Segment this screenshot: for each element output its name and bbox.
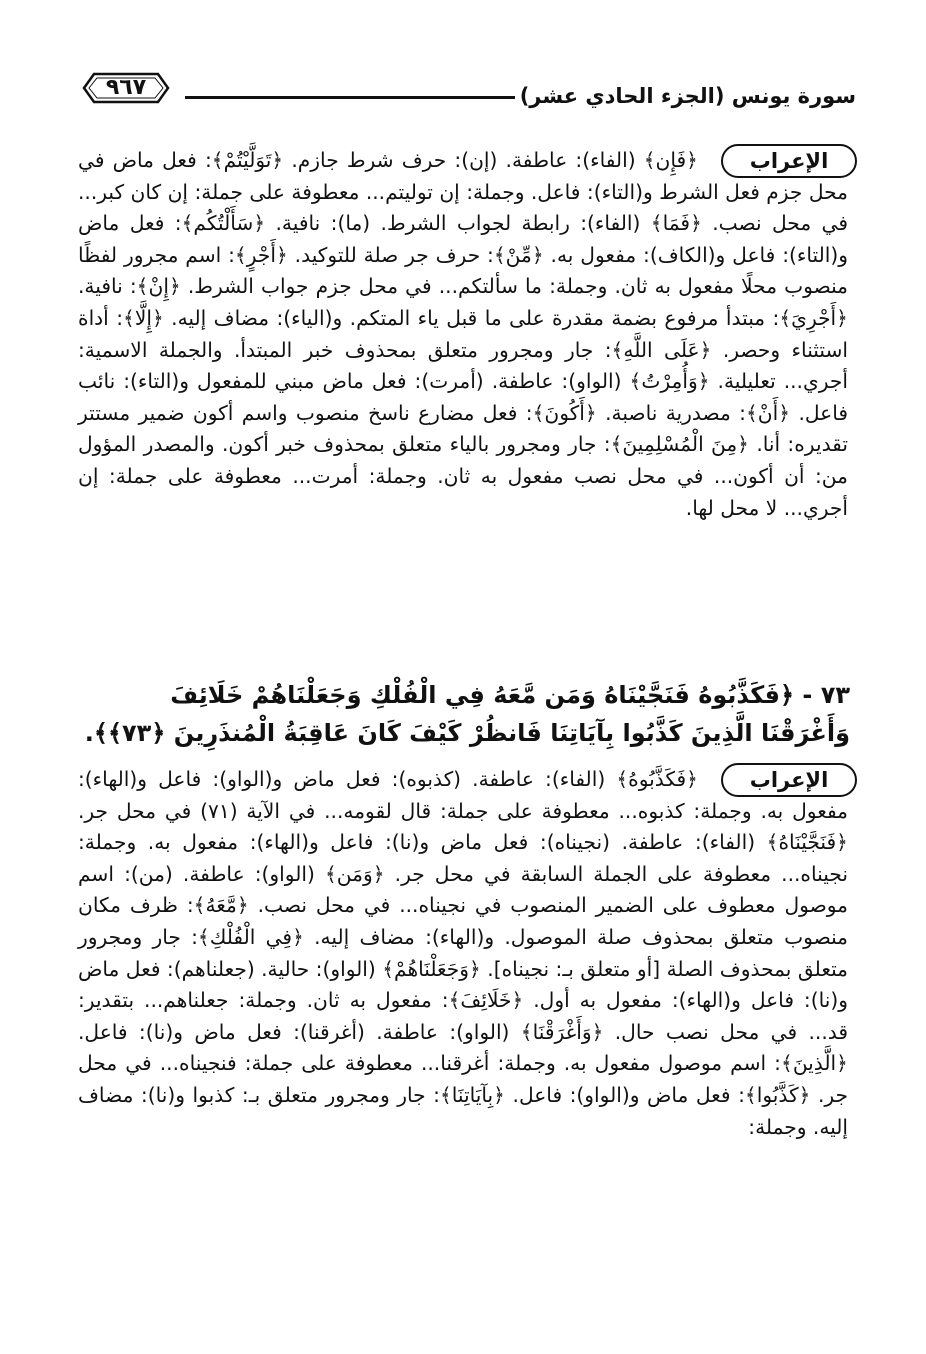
- irab-text-1: ﴿فَإِن﴾ (الفاء): عاطفة. (إن): حرف شرط جازم. ﴿تَوَلَّيْتُمْ﴾: فعل ماض في محل جزم فعل الشرط و(التاء): فاعل. وجملة: إن توليتم... معطوفة على جملة: إن كان كبر... في محل نصب. ﴿فَمَا﴾ (الفاء): رابطة لجواب الشرط. (ما): نافية. ﴿سَأَلْتُكُم﴾: فعل ماض و(التاء): فاعل و(الكاف): مفعول به. ﴿مِّنْ﴾: حرف جر صلة للتوكيد. ﴿أَجْرٍ﴾: اسم مجرور لفظًا منصوب محلًا مفعول به ثان. وجملة: ما سألتكم... في محل جزم جواب الشرط. ﴿إِنْ﴾: نافية. ﴿أَجْرِيَ﴾: مبتدأ مرفوع بضمة مقدرة على ما قبل ياء المتكم. و(الياء): مضاف إليه. ﴿إِلَّا﴾: أداة استثناء وحصر. ﴿عَلَى اللَّهِ﴾: جار ومجرور متعلق بمحذوف خبر المبتدأ. والجملة الاسمية: أجري... تعليلية. ﴿وَأُمِرْتُ﴾ (الواو): عاطفة. (أمرت): فعل ماض مبني للمفعول و(التاء): نائب فاعل. ﴿أَنْ﴾: مصدرية ناصبة. ﴿أَكُونَ﴾: فعل مضارع ناسخ منصوب واسم أكون ضمير مستتر تقديره: أنا. ﴿مِنَ الْمُسْلِمِينَ﴾: جار ومجرور بالياء متعلق بمحذوف خبر أكون. والمصدر المؤول من: أن أكون... في محل نصب مفعول به ثان. وجملة: أمرت... معطوفة على جملة: إن أجري... لا محل لها.: [78, 148, 848, 520]
- verse-text: ﴿فَكَذَّبُوهُ فَنَجَّيْنَاهُ وَمَن مَّعَهُ فِي الْفُلْكِ وَجَعَلْنَاهُمْ خَلَائِفَ وَأَغْرَقْنَا الَّذِينَ كَذَّبُوا بِآيَاتِنَا فَانظُرْ كَيْفَ كَانَ عَاقِبَةُ الْمُنذَرِينَ ﴿٧٣﴾﴾.: [84, 681, 850, 747]
- page-number: ٩٦٧: [105, 75, 147, 100]
- irab-paragraph-2: [78, 764, 848, 1143]
- quran-verse: ٧٣ - ﴿فَكَذَّبُوهُ فَنَجَّيْنَاهُ وَمَن مَّعَهُ فِي الْفُلْكِ وَجَعَلْنَاهُمْ خَلَائِفَ وَأَغْرَقْنَا الَّذِينَ كَذَّبُوا بِآيَاتِنَا فَانظُرْ كَيْفَ كَانَ عَاقِبَةُ الْمُنذَرِينَ ﴿٧٣﴾﴾.: [84, 681, 850, 747]
- page-number-badge: [80, 70, 172, 106]
- header-rule: [185, 96, 515, 99]
- irab-paragraph-1: [78, 145, 848, 524]
- verse-number: ٧٣: [820, 681, 850, 709]
- irab-label-text: الإعراب: [749, 768, 829, 792]
- irab-label-text: الإعراب: [749, 149, 829, 173]
- running-header-title: سورة يونس (الجزء الحادي عشر): [519, 84, 856, 108]
- irab-text-2: ﴿فَكَذَّبُوهُ﴾ (الفاء): عاطفة. (كذبوه): فعل ماض و(الواو): فاعل و(الهاء): مفعول به. وجملة: كذبوه... معطوفة على جملة: قال لقومه... في الآية (٧١) في محل جر. ﴿فَنَجَّيْنَاهُ﴾ (الفاء): عاطفة. (نجيناه): فعل ماض و(نا): فاعل و(الهاء): مفعول به. وجملة: نجيناه... معطوفة على الجملة السابقة في محل جر. ﴿وَمَن﴾ (الواو): عاطفة. (من): اسم موصول معطوف على الضمير المنصوب في نجيناه... في محل نصب. ﴿مَّعَهُ﴾: ظرف مكان منصوب متعلق بمحذوف صلة الموصول. و(الهاء): مضاف إليه. ﴿فِي الْفُلْكِ﴾: جار ومجرور متعلق بمحذوف الصلة [أو متعلق بـ: نجيناه]. ﴿وَجَعَلْنَاهُمْ﴾ (الواو): حالية. (جعلناهم): فعل ماض و(نا): فاعل و(الهاء): مفعول به أول. ﴿خَلَائِفَ﴾: مفعول به ثان. وجملة: جعلناهم... بتقدير: قد... في محل نصب حال. ﴿وَأَغْرَقْنَا﴾ (الواو): عاطفة. (أغرقنا): فعل ماض و(نا): فاعل. ﴿الَّذِينَ﴾: اسم موصول مفعول به. وجملة: أغرقنا... معطوفة على جملة: فنجيناه... في محل جر. ﴿كَذَّبُوا﴾: فعل ماض و(الواو): فاعل. ﴿بِآيَاتِنَا﴾: جار ومجرور متعلق بـ: كذبوا و(نا): مضاف إليه. وجملة:: [78, 767, 848, 1139]
